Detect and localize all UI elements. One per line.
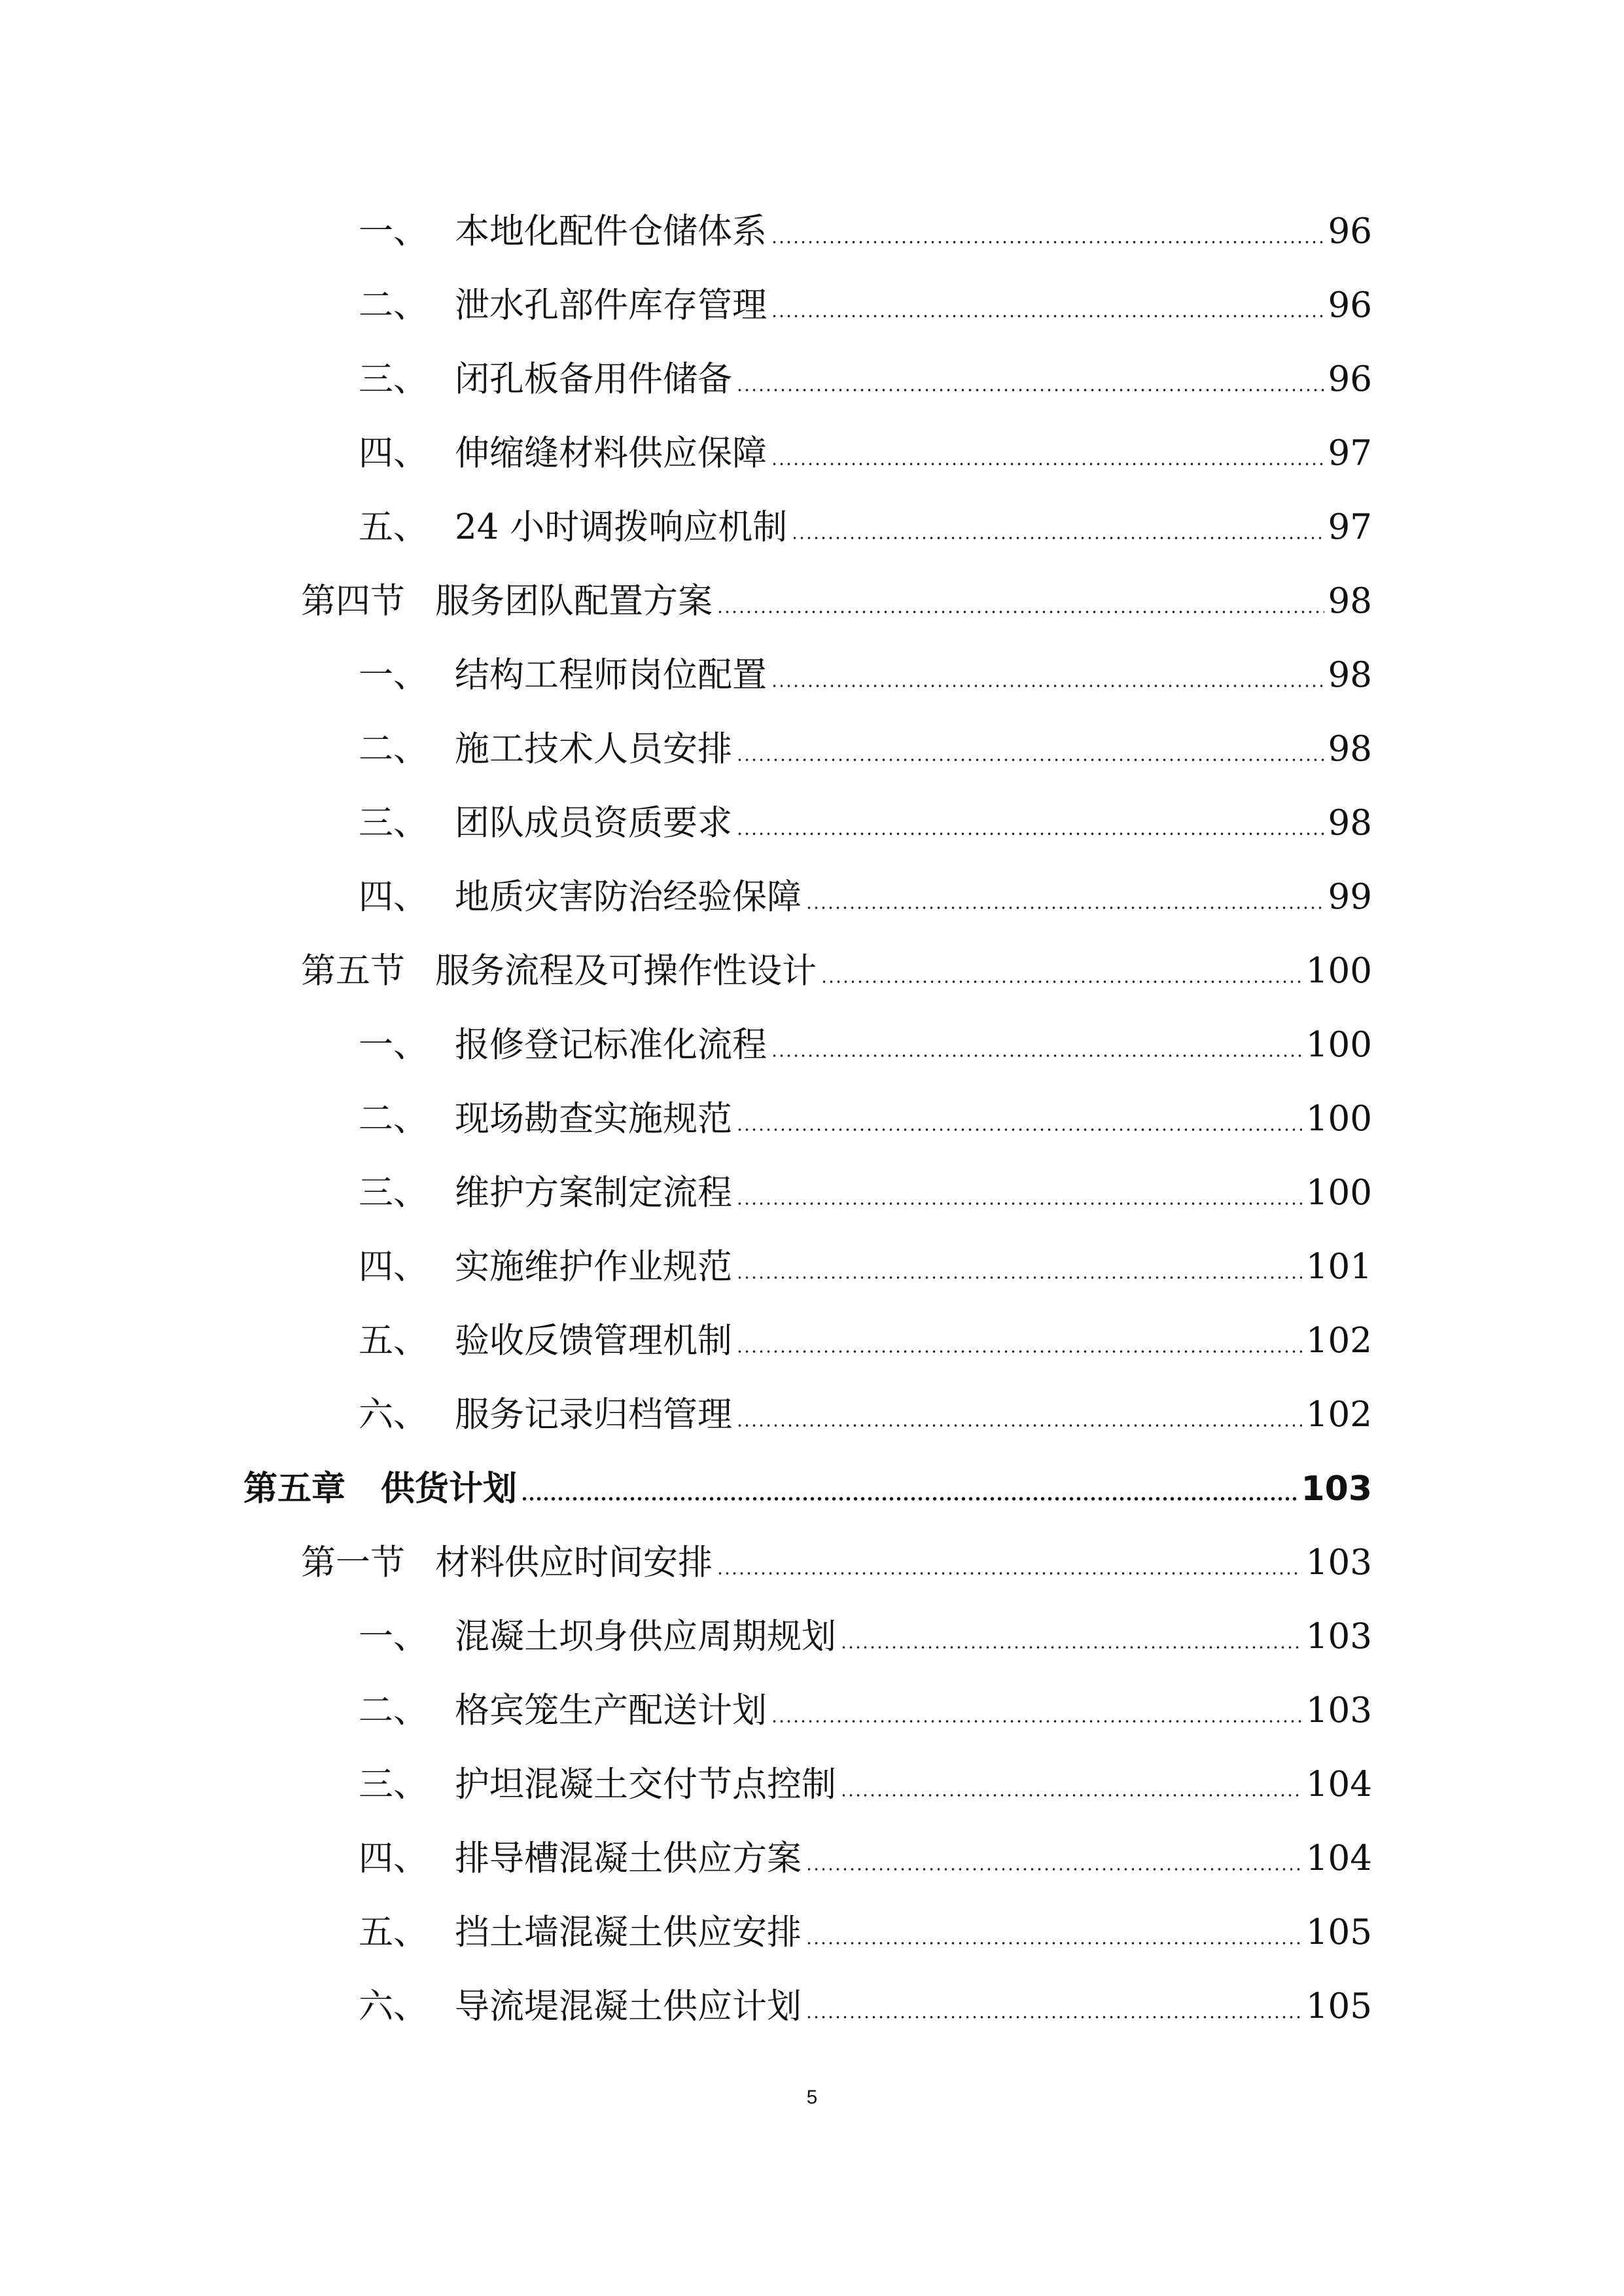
toc-entry-title: 实施维护作业规范 <box>455 1247 732 1287</box>
toc-entry-title: 泄水孔部件库存管理 <box>455 285 767 325</box>
toc-entry-number: 五、 <box>359 1912 428 1952</box>
toc-leader-dots <box>771 463 1324 465</box>
toc-chapter-entry[interactable] <box>243 1447 1372 1509</box>
toc-leader-dots <box>821 980 1302 983</box>
toc-entry-number: 六、 <box>359 1986 428 2026</box>
toc-entry-page: 102 <box>1305 1395 1372 1435</box>
toc-entry[interactable] <box>359 1225 1372 1287</box>
toc-entry-number: 四、 <box>359 1247 428 1287</box>
toc-entry-page: 103 <box>1305 1617 1372 1657</box>
toc-leader-dots <box>716 611 1324 613</box>
toc-entry-number: 四、 <box>359 1839 428 1878</box>
toc-section-entry[interactable] <box>301 560 1372 619</box>
toc-entry-number: 二、 <box>359 285 428 325</box>
toc-entry[interactable] <box>359 1151 1372 1213</box>
toc-entry[interactable] <box>359 1817 1372 1876</box>
toc-entry[interactable] <box>359 708 1372 769</box>
toc-entry-title: 团队成员资质要求 <box>455 803 732 843</box>
toc-leader-dots <box>736 1424 1302 1427</box>
toc-entry-title: 混凝土坝身供应周期规划 <box>455 1617 836 1657</box>
toc-entry-title: 地质灾害防治经验保障 <box>455 877 802 917</box>
toc-entry[interactable] <box>359 1965 1372 2024</box>
toc-entry-page: 103 <box>1305 1691 1372 1731</box>
toc-entry-number: 二、 <box>359 1691 428 1731</box>
toc-entry[interactable] <box>359 1003 1372 1065</box>
toc-entry-page: 105 <box>1305 1986 1372 2026</box>
toc-leader-dots <box>736 1128 1302 1131</box>
toc-entry[interactable] <box>359 1077 1372 1139</box>
toc-leader-dots <box>771 1054 1302 1057</box>
toc-entry-page: 104 <box>1305 1839 1372 1878</box>
toc-leader-dots <box>771 1720 1302 1723</box>
toc-entry-number: 三、 <box>359 1765 428 1804</box>
toc-entry-number: 第一节 <box>301 1543 405 1583</box>
toc-leader-dots <box>521 1497 1297 1501</box>
toc-entry[interactable] <box>359 1743 1372 1802</box>
toc-entry-title: 服务团队配置方案 <box>435 581 713 621</box>
toc-entry[interactable] <box>359 634 1372 695</box>
toc-entry-number: 五、 <box>359 1321 428 1361</box>
toc-leader-dots <box>736 833 1324 835</box>
toc-entry-page: 98 <box>1328 581 1372 621</box>
toc-entry-title: 现场勘查实施规范 <box>455 1099 732 1139</box>
toc-entry-title: 导流堤混凝土供应计划 <box>455 1986 802 2026</box>
toc-entry-title: 本地化配件仓储体系 <box>455 211 767 251</box>
toc-leader-dots <box>716 1572 1302 1575</box>
toc-leader-dots <box>805 2016 1302 2018</box>
toc-entry-page: 96 <box>1328 211 1372 251</box>
toc-entry-page: 100 <box>1305 1173 1372 1213</box>
page-number: 5 <box>806 2087 818 2108</box>
toc-leader-dots <box>840 1646 1302 1649</box>
toc-entry-number: 三、 <box>359 1173 428 1213</box>
toc-entry-title: 施工技术人员安排 <box>455 729 732 769</box>
toc-entry-number: 六、 <box>359 1395 428 1435</box>
toc-entry-number: 一、 <box>359 211 428 251</box>
toc-entry-page: 100 <box>1305 951 1372 991</box>
toc-entry-page: 98 <box>1328 729 1372 769</box>
toc-entry[interactable] <box>359 190 1372 249</box>
toc-entry-page: 100 <box>1305 1099 1372 1139</box>
toc-entry[interactable] <box>359 1669 1372 1731</box>
toc-leader-dots <box>771 315 1324 317</box>
toc-entry-title: 报修登记标准化流程 <box>455 1025 767 1065</box>
toc-leader-dots <box>736 759 1324 761</box>
toc-entry-number: 二、 <box>359 729 428 769</box>
toc-entry-title: 排导槽混凝土供应方案 <box>455 1839 802 1878</box>
toc-leader-dots <box>840 1794 1302 1797</box>
toc-entry-title: 24 小时调拨响应机制 <box>455 507 788 547</box>
toc-entry-title: 护坦混凝土交付节点控制 <box>455 1765 836 1804</box>
toc-entry-page: 97 <box>1328 507 1372 547</box>
toc-entry-title: 供货计划 <box>381 1469 518 1509</box>
toc-entry-page: 104 <box>1305 1765 1372 1804</box>
toc-entry[interactable] <box>359 264 1372 323</box>
toc-entry[interactable] <box>359 781 1372 843</box>
toc-entry[interactable] <box>359 1299 1372 1361</box>
toc-entry[interactable] <box>359 1891 1372 1950</box>
toc-section-entry[interactable] <box>301 929 1372 991</box>
toc-leader-dots <box>771 685 1324 687</box>
toc-entry-page: 103 <box>1301 1469 1372 1509</box>
toc-entry-title: 验收反馈管理机制 <box>455 1321 732 1361</box>
toc-entry[interactable] <box>359 1373 1372 1435</box>
toc-leader-dots <box>736 1350 1302 1353</box>
toc-entry-title: 服务记录归档管理 <box>455 1395 732 1435</box>
toc-leader-dots <box>771 241 1324 243</box>
toc-entry-page: 102 <box>1305 1321 1372 1361</box>
toc-leader-dots <box>791 537 1324 539</box>
toc-entry-number: 第五节 <box>301 951 405 991</box>
toc-entry-page: 98 <box>1328 803 1372 843</box>
toc-leader-dots <box>805 906 1324 909</box>
toc-entry-number: 第五章 <box>243 1469 346 1509</box>
toc-entry[interactable] <box>359 1595 1372 1657</box>
toc-entry-title: 闭孔板备用件储备 <box>455 359 732 399</box>
toc-entry-number: 五、 <box>359 507 428 547</box>
toc-entry-title: 服务流程及可操作性设计 <box>435 951 817 991</box>
toc-entry-page: 96 <box>1328 359 1372 399</box>
toc-leader-dots <box>805 1868 1302 1871</box>
toc-entry-page: 103 <box>1305 1543 1372 1583</box>
toc-entry-title: 伸缩缝材料供应保障 <box>455 433 767 473</box>
toc-entry-number: 三、 <box>359 803 428 843</box>
toc-leader-dots <box>805 1942 1302 1945</box>
toc-entry-number: 一、 <box>359 655 428 695</box>
toc-entry-title: 挡土墙混凝土供应安排 <box>455 1912 802 1952</box>
toc-entry-page: 101 <box>1305 1247 1372 1287</box>
toc-entry[interactable] <box>359 855 1372 917</box>
toc-leader-dots <box>736 1202 1302 1205</box>
toc-entry-number: 第四节 <box>301 581 405 621</box>
toc-entry-page: 97 <box>1328 433 1372 473</box>
toc-leader-dots <box>736 1276 1302 1279</box>
toc-entry-number: 四、 <box>359 877 428 917</box>
toc-entry-page: 96 <box>1328 285 1372 325</box>
toc-entry-title: 格宾笼生产配送计划 <box>455 1691 767 1731</box>
toc-entry[interactable] <box>359 338 1372 397</box>
toc-entry-page: 98 <box>1328 655 1372 695</box>
toc-entry[interactable] <box>359 412 1372 471</box>
toc-entry-number: 一、 <box>359 1025 428 1065</box>
toc-entry-title: 材料供应时间安排 <box>435 1543 713 1583</box>
toc-entry-number: 一、 <box>359 1617 428 1657</box>
toc-entry-title: 维护方案制定流程 <box>455 1173 732 1213</box>
toc-entry-title: 结构工程师岗位配置 <box>455 655 767 695</box>
toc-section-entry[interactable] <box>301 1521 1372 1583</box>
toc-entry-number: 三、 <box>359 359 428 399</box>
toc-entry-page: 105 <box>1305 1912 1372 1952</box>
toc-entry-number: 四、 <box>359 433 428 473</box>
toc-entry-page: 99 <box>1328 877 1372 917</box>
toc-leader-dots <box>736 389 1324 391</box>
toc-entry-number: 二、 <box>359 1099 428 1139</box>
toc-entry[interactable] <box>359 486 1372 545</box>
toc-entry-page: 100 <box>1305 1025 1372 1065</box>
